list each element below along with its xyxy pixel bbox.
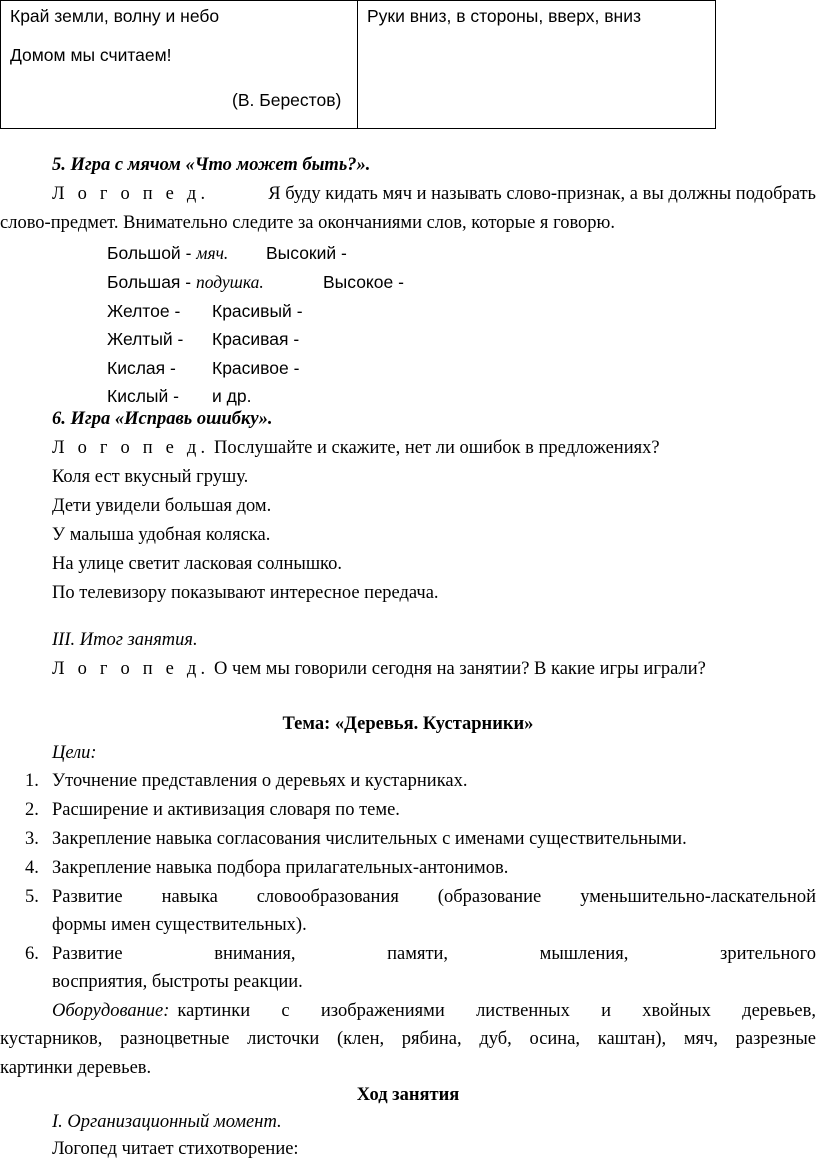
speaker-label: Л о г о п е д.: [52, 659, 210, 679]
goal-2: Расширение и активизация словаря по теме.: [52, 800, 400, 820]
game6-sentence-1: Коля ест вкусный грушу.: [52, 467, 249, 487]
speaker-label: Л о г о п е д.: [52, 438, 210, 458]
goal-number-6: 6.: [25, 944, 39, 964]
table-left-attribution: (В. Берестов): [232, 90, 342, 110]
goals-label: Цели:: [52, 743, 97, 763]
equipment-line-1: [52, 1000, 816, 1022]
game6-sentence-2: Дети увидели большая дом.: [52, 496, 272, 516]
game5-row-1: [107, 242, 228, 264]
goal-number-2: 2.: [25, 800, 39, 820]
game5-intro-line-2: слово-предмет. Внимательно следите за окончаниями слов, которые я говорю.: [0, 213, 615, 233]
game5-row-4: Желтый -: [107, 329, 184, 349]
summary-title: III. Итог занятия.: [52, 630, 198, 650]
equipment-line-2: кустарников, разноцветные листочки (клен, рябина, дуб, осина, каштан), мяч, разрезные: [0, 1029, 816, 1049]
game5-row-5-b: Красивое -: [212, 358, 300, 378]
goal-number-1: 1.: [25, 771, 39, 791]
game6-sentence-4: На улице светит ласковая солнышко.: [52, 554, 342, 574]
game5-row-1-b: Высокий -: [266, 243, 347, 263]
row-word: Большая -: [107, 272, 192, 292]
course-title: Ход занятия: [356, 1085, 460, 1105]
game5-row-3: Желтое -: [107, 301, 181, 321]
table-left-line-2: Домом мы считаем!: [10, 45, 172, 65]
summary-line: [52, 658, 706, 680]
table-left-line-1: Край земли, волну и небо: [10, 6, 220, 26]
table-divider: [357, 1, 358, 128]
row-word: Большой -: [107, 243, 192, 263]
goal-6-line-2: восприятия, быстроты реакции.: [52, 972, 303, 992]
org-moment-title: I. Организационный момент.: [52, 1112, 282, 1132]
row-example: подушка.: [195, 272, 264, 292]
game5-row-5: Кислая -: [107, 358, 176, 378]
goal-number-4: 4.: [25, 858, 39, 878]
equipment-label: Оборудование:: [52, 1001, 170, 1021]
game6-intro-text: Послушайте и скажите, нет ли ошибок в предложениях?: [213, 438, 660, 458]
game5-row-4-b: Красивая -: [212, 329, 300, 349]
game6-sentence-3: У малыша удобная коляска.: [52, 525, 271, 545]
goal-5-line-2: формы имен существительных).: [52, 915, 307, 935]
game6-sentence-5: По телевизору показывают интересное передача.: [52, 583, 439, 603]
game5-row-3-b: Красивый -: [212, 301, 303, 321]
equipment-line-3: картинки деревьев.: [0, 1058, 152, 1078]
game6-title: 6. Игра «Исправь ошибку».: [52, 409, 273, 429]
game5-title: 5. Игра с мячом «Что может быть?».: [52, 155, 371, 175]
goal-number-3: 3.: [25, 829, 39, 849]
equipment-text-1: картинки с изображениями лиственных и хвойных деревьев,: [177, 1001, 816, 1021]
row-example: мяч.: [196, 243, 229, 263]
topic-title: Тема: «Деревья. Кустарники»: [282, 714, 534, 734]
game5-row-2: [107, 271, 264, 293]
table-right-text: Руки вниз, в стороны, вверх, вниз: [367, 6, 641, 26]
goal-1: Уточнение представления о деревьях и кустарниках.: [52, 771, 468, 791]
speaker-label: Л о г о п е д.: [52, 184, 210, 204]
game5-intro-text: Я буду кидать мяч и называть слово-признак, а вы должны подобрать: [268, 184, 816, 204]
goal-number-5: 5.: [25, 887, 39, 907]
summary-text: О чем мы говорили сегодня на занятии? В какие игры играли?: [213, 659, 706, 679]
game5-row-6: Кислый -: [107, 386, 179, 406]
game5-intro-line-1: [52, 183, 816, 205]
last-line: Логопед читает стихотворение:: [52, 1139, 299, 1159]
game5-row-2-b: Высокое -: [323, 272, 404, 292]
goal-6-line-1: Развитие внимания, памяти, мышления, зрительного: [52, 944, 816, 964]
goal-5-line-1: Развитие навыка словообразования (образование уменьшительно-ласкательной: [52, 887, 816, 907]
goal-3: Закрепление навыка согласования числительных с именами существительными.: [52, 829, 687, 849]
game6-intro: [52, 437, 660, 459]
game5-row-6-b: и др.: [212, 386, 252, 406]
goal-4: Закрепление навыка подбора прилагательных-антонимов.: [52, 858, 509, 878]
